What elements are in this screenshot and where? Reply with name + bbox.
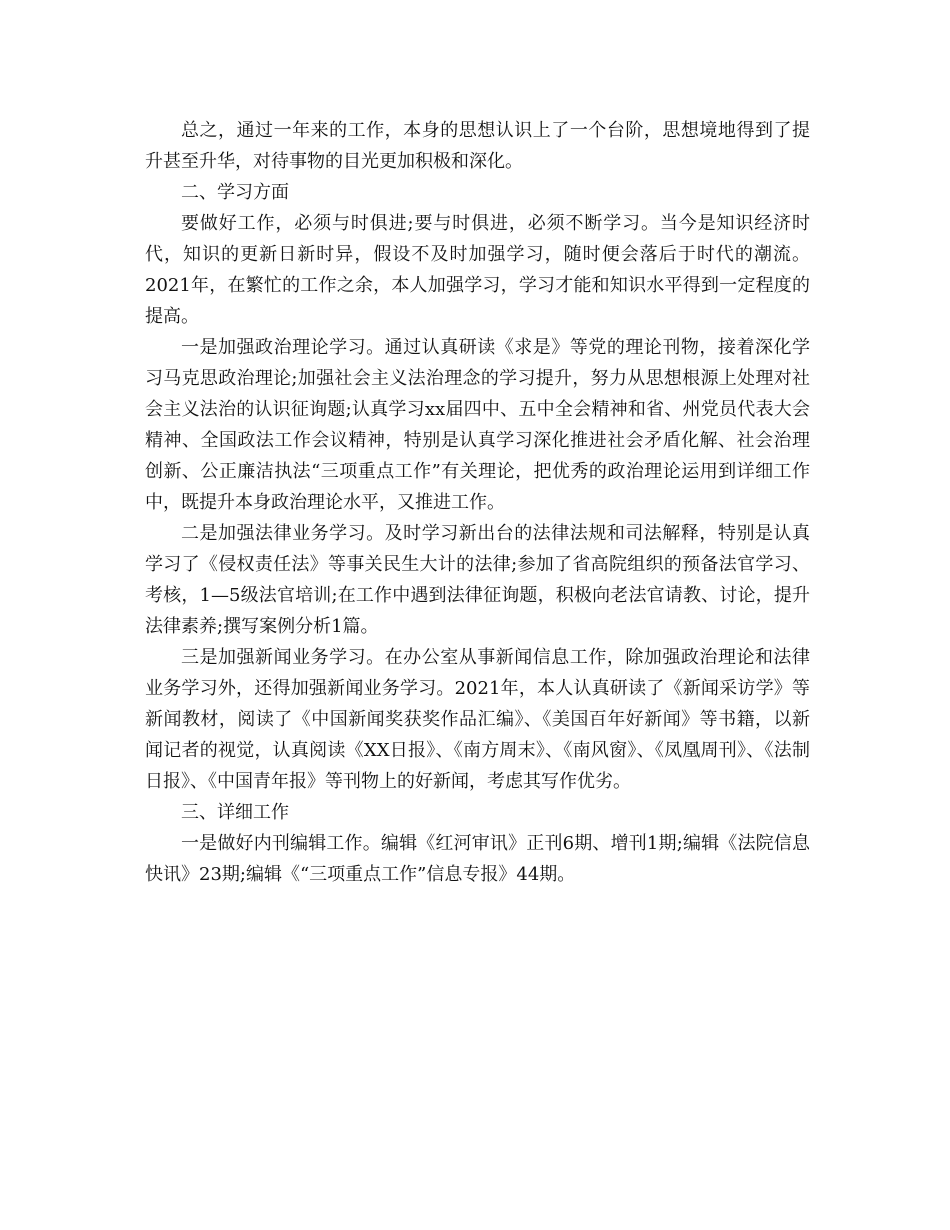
paragraph-legal-study: 二是加强法律业务学习。及时学习新出台的法律法规和司法解释，特别是认真学习了《侵权责任法》等事关民生大计的法律;参加了省高院组织的预备法官学习、考核，1—5级法官培训;在工作中遇到法律征询题，积极向老法官请教、讨论，提升法律素养;撰写案例分析1篇。 — [145, 523, 810, 637]
section-heading-work: 三、详细工作 — [181, 802, 289, 823]
paragraph-news-study: 三是加强新闻业务学习。在办公室从事新闻信息工作，除加强政治理论和法律业务学习外，还得加强新闻业务学习。2021年，本人认真研读了《新闻采访学》等新闻教材，阅读了《中国新闻奖获奖作品汇编》、《美国百年好新闻》等书籍，以新闻记者的视觉，认真阅读《XX日报》、《南方周末》、《南风窗》、《凤凰周刊》、《法制日报》、《中国青年报》等刊物上的好新闻，考虑其写作优劣。 — [145, 647, 810, 792]
paragraph-study-intro: 要做好工作，必须与时俱进;要与时俱进，必须不断学习。当今是知识经济时代，知识的更新日新时异，假设不及时加强学习，随时便会落后于时代的潮流。2021年，在繁忙的工作之余，本人加强学习，学习才能和知识水平得到一定程度的提高。 — [145, 213, 810, 327]
paragraph-editing-work: 一是做好内刊编辑工作。编辑《红河审讯》正刊6期、增刊1期;编辑《法院信息快讯》23期;编辑《“三项重点工作”信息专报》44期。 — [145, 833, 810, 885]
paragraph-political-theory: 一是加强政治理论学习。通过认真研读《求是》等党的理论刊物，接着深化学习马克思政治理论;加强社会主义法治理念的学习提升，努力从思想根源上处理对社会主义法治的认识征询题;认真学习xx届四中、五中全会精神和省、州党员代表大会精神、全国政法工作会议精神，特别是认真学习深化推进社会矛盾化解、社会治理创新、公正廉洁执法“三项重点工作”有关理论，把优秀的政治理论运用到详细工作中，既提升本身政治理论水平，又推进工作。 — [145, 337, 810, 513]
paragraph-summary: 总之，通过一年来的工作，本身的思想认识上了一个台阶，思想境地得到了提升甚至升华，对待事物的目光更加积极和深化。 — [145, 120, 810, 172]
document-body — [145, 115, 810, 890]
section-heading-study: 二、学习方面 — [181, 182, 289, 203]
